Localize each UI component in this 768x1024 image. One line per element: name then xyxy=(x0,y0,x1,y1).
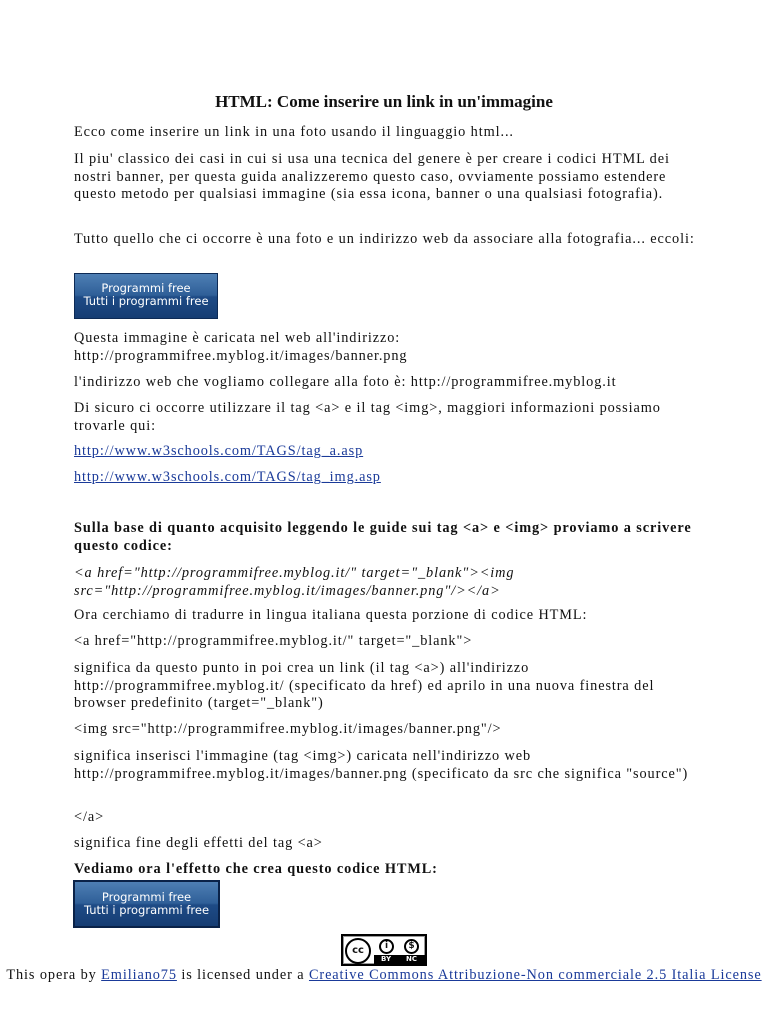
paragraph-translate: Ora cerchiamo di tradurre in lingua italiana questa porzione di codice HTML: xyxy=(74,607,588,623)
cc-icon: cc xyxy=(345,938,371,964)
intro-paragraph: Ecco come inserire un link in una foto usando il linguaggio html... xyxy=(74,124,514,140)
attribution-icon: i xyxy=(379,939,394,954)
paragraph-a-explanation: significa da questo punto in poi crea un link (il tag <a>) all'indirizzo http://programmifree.myblog.it/ (specificato da href) ed aprilo in una nuova finestra del browser predefinito (target="_blank") xyxy=(74,660,655,712)
paragraph-target-url: l'indirizzo web che vogliamo collegare alla foto è: http://programmifree.myblog.it xyxy=(74,374,617,390)
paragraph-a-close-explanation: significa fine degli effetti del tag <a> xyxy=(74,835,323,851)
code-snippet-img: <img src="http://programmifree.myblog.it/images/banner.png"/> xyxy=(74,721,502,737)
code-snippet-full: <a href="http://programmifree.myblog.it/" target="_blank"><img src="http://programmifree.myblog.it/images/banner.png"/></a> xyxy=(74,565,515,599)
paragraph-tags-info: Di sicuro ci occorre utilizzare il tag <a> e il tag <img>, maggiori informazioni possiamo trovarle qui: xyxy=(74,400,661,434)
banner-image-linked[interactable] xyxy=(73,880,220,928)
banner-line-2: Tutti i programmi free xyxy=(83,902,210,917)
cc-license-badge[interactable] xyxy=(341,934,427,966)
footer-prefix: This opera by xyxy=(6,967,97,983)
license-footer xyxy=(0,966,768,984)
page-title: HTML: Come inserire un link in un'immagine xyxy=(215,92,553,111)
footer-middle: is licensed under a xyxy=(181,967,305,983)
cc-by-label: BY xyxy=(381,955,392,963)
noncommercial-icon: $ xyxy=(404,939,419,954)
link-w3schools-img[interactable]: http://www.w3schools.com/TAGS/tag_img.asp xyxy=(74,469,381,485)
link-w3schools-img-paragraph xyxy=(74,469,704,487)
paragraph-image-url: Questa immagine è caricata nel web all'indirizzo: http://programmifree.myblog.it/images/banner.png xyxy=(74,330,408,364)
code-snippet-a-close: </a> xyxy=(74,809,105,825)
license-link[interactable]: Creative Commons Attribuzione-Non commerciale 2.5 Italia License xyxy=(308,967,762,983)
bold-instruction: Sulla base di quanto acquisito leggendo le guide sui tag <a> e <img> proviamo a scrivere questo codice: xyxy=(74,520,692,554)
banner-line-2: Tutti i programmi free xyxy=(83,293,209,308)
paragraph-requirements: Tutto quello che ci occorre è una foto e un indirizzo web da associare alla fotografia... eccoli: xyxy=(74,231,695,247)
cc-nc-label: NC xyxy=(406,955,417,963)
banner-line-1: Programmi free xyxy=(101,890,192,904)
author-link[interactable]: Emiliano75 xyxy=(101,967,177,983)
code-snippet-a-open: <a href="http://programmifree.myblog.it/" target="_blank"> xyxy=(74,633,473,649)
cc-badge-inner xyxy=(344,937,424,963)
bold-effect-heading: Vediamo ora l'effetto che crea questo codice HTML: xyxy=(74,861,438,877)
banner-line-1: Programmi free xyxy=(101,281,191,295)
banner-image xyxy=(74,273,218,319)
link-w3schools-a-paragraph xyxy=(74,443,704,461)
paragraph-img-explanation: significa inserisci l'immagine (tag <img>) caricata nell'indirizzo web http://programmifree.myblog.it/images/banner.png (specificato da src che significa "source") xyxy=(74,748,689,782)
link-w3schools-a[interactable]: http://www.w3schools.com/TAGS/tag_a.asp xyxy=(74,443,364,459)
paragraph-banner-codes: Il piu' classico dei casi in cui si usa una tecnica del genere è per creare i codici HTML dei nostri banner, per questa guida analizzeremo questo caso, ovviamente possiamo estendere questo metodo per qualsiasi immagine (sia essa icona, banner o una qualsiasi fotografia). xyxy=(74,151,670,203)
